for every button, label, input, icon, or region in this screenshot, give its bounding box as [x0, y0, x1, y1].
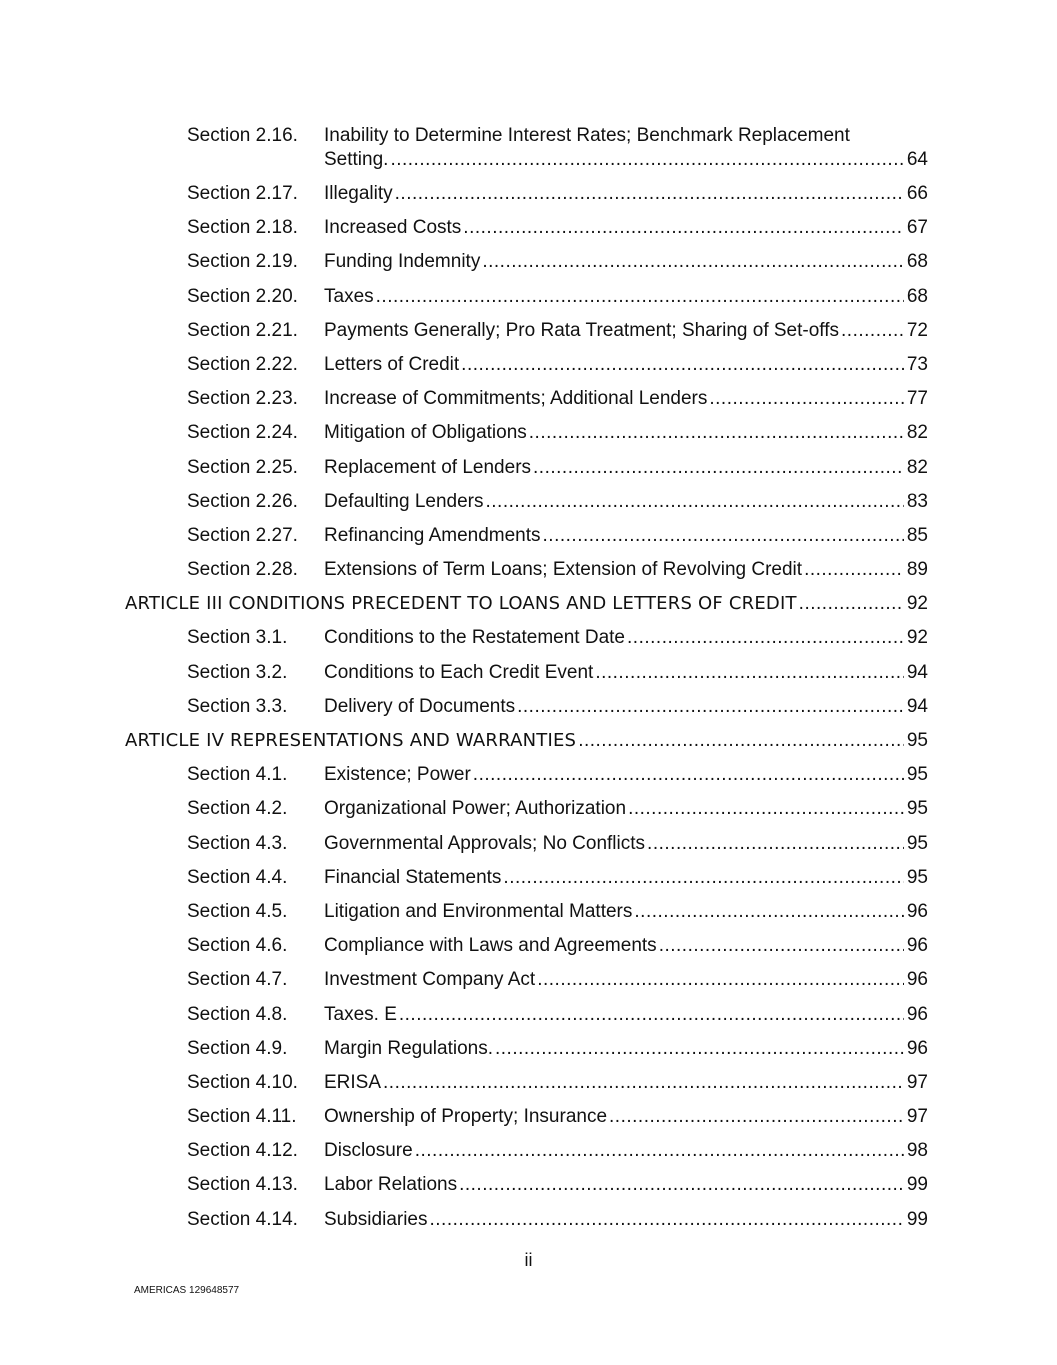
toc-section-entry [324, 627, 928, 649]
toc-entry-line [324, 320, 928, 342]
toc-entry-title: Increased Costs [324, 217, 462, 239]
toc-section-number: Section 2.25. [187, 456, 298, 478]
dot-leader [495, 1038, 904, 1060]
dot-leader [628, 798, 904, 820]
toc-page-number: 68 [906, 251, 928, 273]
toc-page-number: 99 [906, 1208, 928, 1230]
toc-entry-title: ARTICLE III CONDITIONS PRECEDENT TO LOANS AND LETTERS OF CREDIT [125, 593, 797, 615]
toc-page-number: 95 [906, 866, 928, 888]
toc-section-entry [324, 969, 928, 991]
dot-leader [486, 491, 904, 513]
toc-section-number: Section 4.6. [187, 935, 288, 957]
toc-section-entry [324, 457, 928, 479]
dot-leader [415, 1140, 904, 1162]
dot-leader [709, 388, 904, 410]
toc-section-number: Section 2.22. [187, 353, 298, 375]
page-number: ii [524, 1250, 533, 1270]
toc-page-number: 66 [906, 183, 928, 204]
toc-page-number: 82 [906, 422, 928, 444]
toc-section-entry [324, 388, 928, 410]
toc-page-number: 92 [906, 627, 928, 649]
toc-entry-line [324, 422, 928, 444]
toc-entry-title: Letters of Credit [324, 353, 460, 375]
toc-section-number: Section 4.1. [187, 764, 288, 786]
toc-section-number: Section 2.16. [187, 125, 298, 146]
toc-entry-title: Extensions of Term Loans; Extension of Revolving Credit [324, 559, 803, 581]
toc-entry-line [324, 696, 928, 718]
toc-section-entry [324, 1140, 928, 1162]
dot-leader [595, 662, 904, 684]
dot-leader [383, 1072, 904, 1094]
toc-page-number: 98 [906, 1140, 928, 1162]
toc-page-number: 97 [906, 1106, 928, 1128]
toc-section-number: Section 2.18. [187, 217, 298, 239]
toc-article-row[interactable] [0, 590, 1057, 624]
dot-leader [634, 901, 903, 923]
toc-entry-title: Labor Relations [324, 1174, 458, 1196]
toc-section-number: Section 4.8. [187, 1003, 288, 1025]
toc-section-entry [324, 662, 928, 684]
dot-leader [461, 354, 904, 376]
toc-section-entry [324, 559, 928, 581]
toc-page-number: 67 [906, 217, 928, 239]
toc-entry-title: Setting. [324, 149, 389, 170]
toc-entry-line [324, 1038, 928, 1060]
toc-entry-title: Compliance with Laws and Agreements [324, 935, 657, 957]
toc-page-number: 99 [906, 1174, 928, 1196]
toc-section-entry [324, 491, 928, 513]
toc-page-number: 73 [906, 353, 928, 375]
toc-section-entry [324, 1038, 928, 1060]
toc-entry-line [324, 1004, 928, 1026]
toc-section-row[interactable] [0, 1103, 1057, 1137]
dot-leader [503, 867, 903, 889]
toc-section-row[interactable] [0, 898, 1057, 932]
dot-leader [841, 320, 904, 342]
toc-entry-line [324, 662, 928, 684]
toc-entry-line [324, 1174, 928, 1196]
toc-section-number: Section 4.10. [187, 1071, 298, 1093]
toc-section-number: Section 4.14. [187, 1208, 298, 1230]
toc-section-number: Section 2.28. [187, 559, 298, 581]
toc-entry-line [324, 867, 928, 889]
toc-entry-line [324, 901, 928, 923]
toc-entry-title: ERISA [324, 1071, 382, 1093]
toc-article-heading [125, 593, 928, 615]
toc-entry-title: Margin Regulations. [324, 1037, 493, 1059]
toc-section-entry [324, 1209, 928, 1231]
toc-entry-line [324, 833, 928, 855]
toc-entry-line [324, 354, 928, 376]
toc-section-entry [324, 217, 928, 239]
toc-section-row[interactable] [0, 1137, 1057, 1171]
toc-page-number: 85 [906, 524, 928, 546]
toc-entry-line [324, 525, 928, 547]
toc-section-number: Section 2.27. [187, 524, 298, 546]
table-of-contents [0, 122, 1057, 1240]
toc-entry-line [324, 764, 928, 786]
toc-section-row[interactable] [0, 1206, 1057, 1240]
dot-leader [399, 1004, 904, 1026]
toc-entry-title: Funding Indemnity [324, 251, 481, 273]
toc-section-row[interactable] [0, 1001, 1057, 1035]
toc-section-number: Section 2.24. [187, 422, 298, 444]
toc-entry-title: Illegality [324, 183, 393, 204]
toc-page-number: 77 [906, 388, 928, 410]
toc-section-entry [324, 764, 928, 786]
toc-page-number: 83 [906, 490, 928, 512]
toc-section-entry [324, 935, 928, 957]
toc-section-row[interactable] [0, 624, 1057, 658]
toc-entry-line [324, 559, 928, 581]
toc-section-row[interactable] [0, 248, 1057, 282]
toc-entry-title: Defaulting Lenders [324, 490, 484, 512]
toc-page-number: 68 [906, 285, 928, 307]
toc-section-number: Section 4.11. [187, 1106, 297, 1128]
toc-page-number: 96 [906, 1037, 928, 1059]
toc-page-number: 95 [906, 798, 928, 820]
toc-entry-title: Litigation and Environmental Matters [324, 900, 633, 922]
dot-leader [473, 764, 904, 786]
toc-section-row[interactable] [0, 1035, 1057, 1069]
toc-section-entry [324, 1004, 928, 1026]
toc-section-entry [324, 1106, 928, 1128]
toc-entry-line [324, 935, 928, 957]
toc-section-row[interactable] [0, 122, 1057, 180]
toc-section-number: Section 4.4. [187, 866, 288, 888]
toc-section-entry [324, 525, 928, 547]
toc-entry-line [324, 251, 928, 273]
toc-section-number: Section 4.13. [187, 1174, 298, 1196]
toc-section-row[interactable] [0, 1069, 1057, 1103]
toc-section-entry [324, 320, 928, 342]
toc-section-row[interactable] [0, 351, 1057, 385]
toc-entry-title-line1: Inability to Determine Interest Rates; Benchmark Replacement [324, 125, 850, 146]
toc-entry-title: Mitigation of Obligations [324, 422, 527, 444]
toc-section-entry [324, 696, 928, 718]
toc-section-entry [324, 125, 928, 171]
document-id-footer: AMERICAS 129648577 [134, 1285, 240, 1296]
toc-section-entry [324, 422, 928, 444]
toc-entry-title: Governmental Approvals; No Conflicts [324, 832, 646, 854]
toc-entry-title: Increase of Commitments; Additional Lenders [324, 388, 708, 410]
toc-section-entry [324, 867, 928, 889]
toc-entry-line [324, 1072, 928, 1094]
toc-section-number: Section 4.3. [187, 832, 288, 854]
dot-leader [395, 183, 904, 205]
toc-section-number: Section 4.5. [187, 900, 288, 922]
dot-leader [659, 935, 904, 957]
toc-page-number: 64 [906, 149, 928, 170]
toc-section-entry [324, 1174, 928, 1196]
toc-entry-line [324, 388, 928, 410]
toc-entry-title: Existence; Power [324, 764, 471, 786]
toc-section-number: Section 3.2. [187, 661, 288, 683]
toc-section-entry [324, 798, 928, 820]
dot-leader [482, 251, 904, 273]
dot-leader [529, 422, 904, 444]
toc-section-entry [324, 354, 928, 376]
toc-section-number: Section 2.17. [187, 183, 298, 204]
toc-entry-line [324, 491, 928, 513]
toc-page-number: 96 [906, 900, 928, 922]
toc-entry-line [324, 1106, 928, 1128]
toc-entry-line [324, 627, 928, 649]
toc-section-entry [324, 901, 928, 923]
toc-entry-line [324, 1209, 928, 1231]
dot-leader [647, 833, 904, 855]
toc-page-number: 96 [906, 935, 928, 957]
toc-page-number: 95 [906, 832, 928, 854]
toc-entry-title: Organizational Power; Authorization [324, 798, 627, 820]
toc-entry-line [324, 183, 928, 205]
toc-page-number: 82 [906, 456, 928, 478]
toc-section-row[interactable] [0, 317, 1057, 351]
toc-entry-title: Taxes. E [324, 1003, 397, 1025]
toc-entry-line [324, 969, 928, 991]
toc-page-number: 97 [906, 1071, 928, 1093]
dot-leader [376, 286, 904, 308]
toc-entry-line [324, 149, 928, 171]
dot-leader [533, 457, 904, 479]
toc-entry-title: Ownership of Property; Insurance [324, 1106, 608, 1128]
dot-leader [463, 217, 904, 239]
toc-section-row[interactable] [0, 864, 1057, 898]
toc-entry-title: Delivery of Documents [324, 695, 516, 717]
dot-leader [543, 525, 904, 547]
toc-entry-title: Replacement of Lenders [324, 456, 532, 478]
toc-section-row[interactable] [0, 180, 1057, 214]
dot-leader [459, 1174, 904, 1196]
toc-section-row[interactable] [0, 488, 1057, 522]
toc-section-entry [324, 286, 928, 308]
toc-section-number: Section 4.7. [187, 969, 288, 991]
toc-entry-line [125, 593, 928, 615]
toc-section-number: Section 4.9. [187, 1037, 288, 1059]
toc-section-entry [324, 251, 928, 273]
toc-page-number: 95 [906, 730, 928, 751]
toc-entry-title: Taxes [324, 285, 374, 307]
toc-section-row[interactable] [0, 932, 1057, 966]
toc-page-number: 96 [906, 1003, 928, 1025]
toc-section-entry [324, 833, 928, 855]
toc-page-number: 89 [906, 559, 928, 581]
toc-entry-line [324, 457, 928, 479]
toc-section-row[interactable] [0, 419, 1057, 453]
toc-section-entry [324, 1072, 928, 1094]
toc-entry-title: Financial Statements [324, 866, 502, 888]
toc-section-row[interactable] [0, 966, 1057, 1000]
toc-entry-line [324, 286, 928, 308]
toc-section-row[interactable] [0, 385, 1057, 419]
toc-section-row[interactable] [0, 795, 1057, 829]
toc-section-row[interactable] [0, 214, 1057, 248]
toc-entry-title: Conditions to Each Credit Event [324, 661, 594, 683]
toc-entry-title: ARTICLE IV REPRESENTATIONS AND WARRANTIES [125, 730, 577, 751]
dot-leader [517, 696, 904, 718]
toc-entry-line [324, 798, 928, 820]
toc-entry-title: Conditions to the Restatement Date [324, 627, 626, 649]
dot-leader [430, 1209, 904, 1231]
dot-leader [799, 593, 904, 615]
toc-entry-line [324, 217, 928, 239]
toc-article-heading [125, 730, 928, 752]
toc-section-number: Section 3.1. [187, 627, 288, 649]
toc-entry-title: Investment Company Act [324, 969, 536, 991]
toc-section-row[interactable] [0, 761, 1057, 795]
toc-section-row[interactable] [0, 283, 1057, 317]
toc-section-number: Section 3.3. [187, 695, 288, 717]
toc-section-row[interactable] [0, 522, 1057, 556]
toc-section-number: Section 4.2. [187, 798, 288, 820]
toc-page-number: 96 [906, 969, 928, 991]
toc-section-entry [324, 183, 928, 205]
toc-page-number: 72 [906, 319, 928, 341]
toc-section-number: Section 2.21. [187, 319, 298, 341]
toc-section-number: Section 2.19. [187, 251, 298, 273]
toc-section-row[interactable] [0, 556, 1057, 590]
toc-entry-title: Payments Generally; Pro Rata Treatment; Sharing of Set-offs [324, 319, 840, 341]
toc-page-number: 92 [906, 593, 928, 615]
toc-entry-line [324, 1140, 928, 1162]
toc-section-number: Section 2.26. [187, 490, 298, 512]
toc-section-number: Section 2.20. [187, 285, 298, 307]
dot-leader [627, 627, 904, 649]
toc-entry-title: Refinancing Amendments [324, 524, 541, 546]
toc-entry-title: Disclosure [324, 1140, 413, 1162]
dot-leader [537, 969, 904, 991]
toc-section-number: Section 2.23. [187, 388, 298, 410]
toc-section-row[interactable] [0, 1171, 1057, 1205]
toc-section-row[interactable] [0, 454, 1057, 488]
dot-leader [390, 149, 903, 171]
toc-entry-line [125, 730, 928, 752]
toc-entry-title: Subsidiaries [324, 1208, 428, 1230]
toc-page-number: 94 [906, 661, 928, 683]
toc-section-row[interactable] [0, 693, 1057, 727]
toc-article-row[interactable] [0, 727, 1057, 761]
toc-page-number: 94 [906, 695, 928, 717]
toc-section-number: Section 4.12. [187, 1140, 298, 1162]
dot-leader [804, 559, 904, 581]
dot-leader [578, 730, 904, 752]
toc-section-row[interactable] [0, 830, 1057, 864]
toc-page-number: 95 [906, 764, 928, 786]
dot-leader [609, 1106, 904, 1128]
toc-section-row[interactable] [0, 659, 1057, 693]
